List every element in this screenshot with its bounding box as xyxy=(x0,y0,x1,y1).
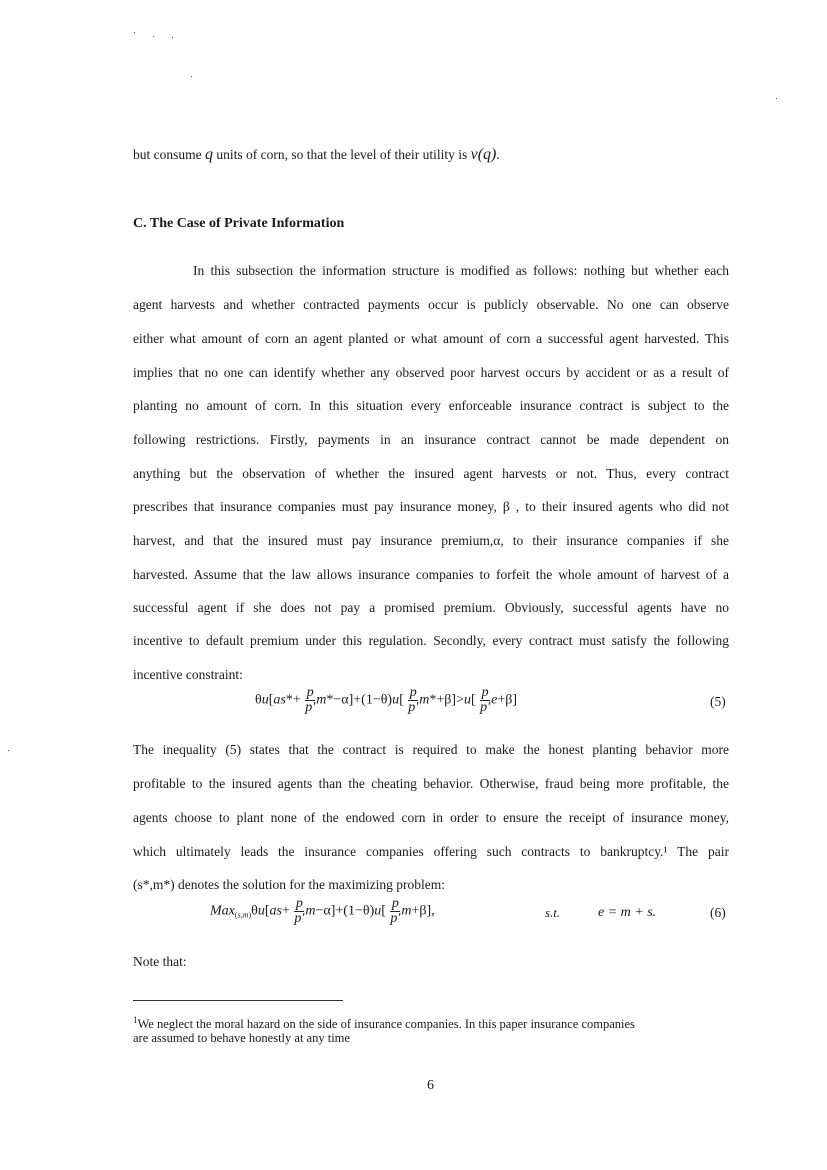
paragraph-line: The inequality (5) states that the contract is required to make the honest planting behavior more xyxy=(133,742,729,757)
equation-6: Max$_{(s,m)}$θu[as+ $\frac{p}{p'}$ m−α]+(1−θ)u[ $\frac{p}{p'}$ m+β], xyxy=(210,896,435,926)
equation-6-constraint: e = m + s. xyxy=(598,905,657,920)
equation-5-number: (5) xyxy=(710,694,726,709)
section-heading: C. The Case of Private Information xyxy=(133,216,345,231)
equation-6-constraint-label: s.t. xyxy=(545,905,561,920)
paragraph-line: either what amount of corn an agent planted or what amount of corn a successful agent harvested. This xyxy=(133,331,729,346)
note-line: Note that: xyxy=(133,954,187,969)
paragraph-line: harvested. Assume that the law allows insurance companies to forfeit the whole amount of harvest of a xyxy=(133,567,729,582)
scan-speck xyxy=(153,36,154,37)
paragraph-line: incentive to default premium under this regulation. Secondly, every contract must satisfy the following xyxy=(133,633,729,648)
equation-6-number: (6) xyxy=(710,905,726,920)
paragraph-line: implies that no one can identify whether any observed poor harvest occurs by accident or as a result of xyxy=(133,365,729,380)
footnote-rule xyxy=(133,1000,343,1001)
footnote-line: are assumed to behave honestly at any time xyxy=(133,1031,350,1045)
scan-speck xyxy=(8,750,9,751)
paragraph-line: incentive constraint: xyxy=(133,667,243,682)
paragraph-line: successful agent if she does not pay a promised premium. Obviously, successful agents have no xyxy=(133,600,729,615)
paragraph-line: In this subsection the information structure is modified as follows: nothing but whether each xyxy=(193,263,729,278)
footnote-line: We neglect the moral hazard on the side of insurance companies. In this paper insurance companies xyxy=(137,1017,635,1032)
equation-5: θu[as*+ $\frac{p}{p'}$ m*−α]+(1−θ)u[ $\frac{p}{p'}$ m*+β]>u[ $\frac{p}{p'}$ e+β] xyxy=(255,685,518,715)
paragraph-line: which ultimately leads the insurance companies offering such contracts to bankruptcy.¹ The pair xyxy=(133,844,729,859)
scan-speck xyxy=(134,32,135,33)
scan-speck xyxy=(191,76,192,77)
intro-line: but consume q units of corn, so that the level of their utility is v(q). xyxy=(133,146,500,163)
paragraph-line: agent harvests and whether contracted payments occur is publicly observable. No one can observe xyxy=(133,297,729,312)
scan-speck xyxy=(172,37,173,38)
footnote-marker: 1 xyxy=(133,1015,138,1025)
paragraph-line: following restrictions. Firstly, payments in an insurance contract cannot be made dependent on xyxy=(133,432,729,447)
paragraph-line: agents choose to plant none of the endowed corn in order to ensure the receipt of insurance money, xyxy=(133,810,729,825)
page-number: 6 xyxy=(427,1078,434,1093)
paragraph-line: profitable to the insured agents than the cheating behavior. Otherwise, fraud being more profitable, the xyxy=(133,776,729,791)
paragraph-line: harvest, and that the insured must pay insurance premium,α, to their insurance companies if she xyxy=(133,533,729,548)
paragraph-line: (s*,m*) denotes the solution for the maximizing problem: xyxy=(133,877,445,892)
paragraph-line: anything but the observation of whether the insured agent harvests or not. Thus, every contract xyxy=(133,466,729,481)
paragraph-line: prescribes that insurance companies must pay insurance money, β , to their insured agents who did not xyxy=(133,499,729,514)
scan-speck xyxy=(776,98,777,99)
paragraph-line: planting no amount of corn. In this situation every enforceable insurance contract is subject to the xyxy=(133,398,729,413)
